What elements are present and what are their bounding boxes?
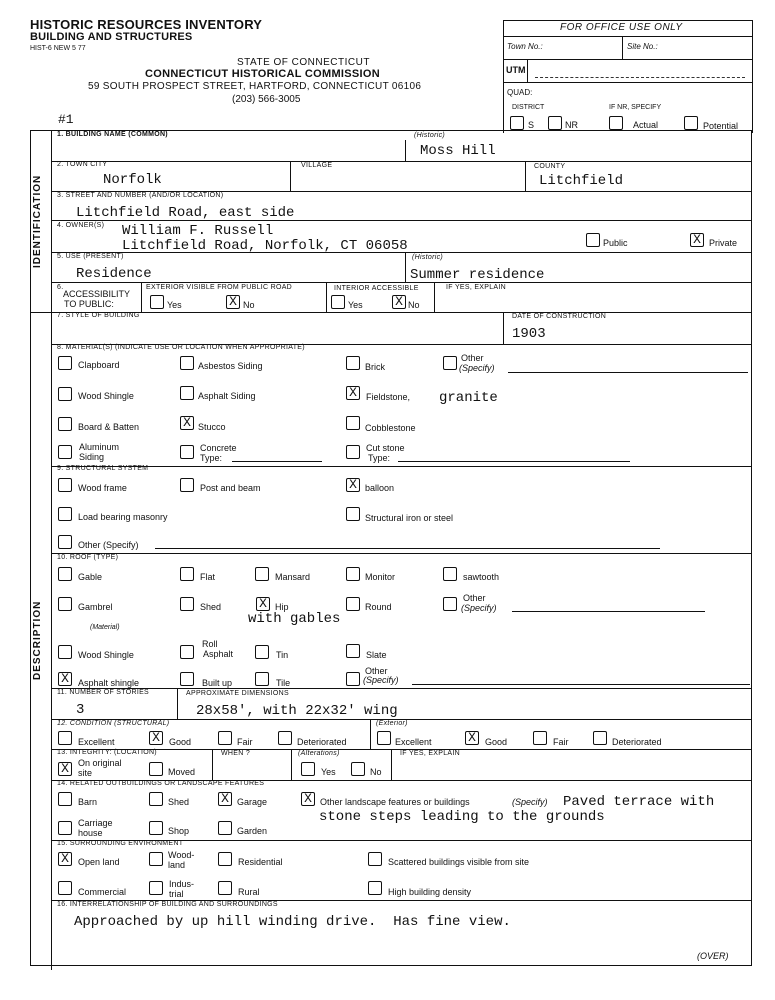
sawtooth-label: sawtooth [463,572,500,582]
carriage-house-checkbox[interactable] [58,821,72,835]
form-subtitle: BUILDING AND STRUCTURES [30,31,193,43]
sawtooth-checkbox[interactable] [443,567,457,581]
aluminum-label-1: Aluminum [79,442,120,452]
town-value[interactable]: Norfolk [103,172,162,188]
description-side-label: DESCRIPTION [32,600,43,680]
cond-struct-good-label: Good [169,737,192,747]
balloon-label: balloon [365,483,395,493]
cond-struct-excellent-label: Excellent [78,737,115,747]
open-land-label: Open land [78,857,120,867]
commission-phone: (203) 566-3005 [232,94,301,105]
if-nr-label: IF NR, SPECIFY [609,104,662,111]
use-historic-value[interactable]: Summer residence [410,267,545,283]
site-no-label: Site No.: [627,42,658,51]
wood-shingle-label: Wood Shingle [78,391,134,401]
exterior-yes-label: Yes [167,300,182,310]
cond-struct-deteriorated-label: Deteriorated [297,737,347,747]
balloon-checkbox[interactable]: X [346,478,360,492]
barn-label: Barn [78,797,98,807]
identification-side-label: IDENTIFICATION [32,174,43,268]
asbestos-label: Asbestos Siding [198,361,263,371]
aluminum-label-2: Siding [79,452,105,462]
cond-struct-excellent-checkbox[interactable] [58,731,72,745]
outbuildings-label: 14. RELATED OUTBUILDINGS OR LANDSCAPE FEATURES [57,780,265,787]
roof-other-label: Other [463,593,486,603]
asphalt-shingle-label: Asphalt shingle [78,678,140,688]
built-up-checkbox[interactable] [180,672,194,686]
roll-asphalt-label-1: Roll [202,639,218,649]
woodland-checkbox[interactable] [149,852,163,866]
barn-checkbox[interactable] [58,792,72,806]
cobblestone-checkbox[interactable] [346,416,360,430]
garage-checkbox[interactable]: X [218,792,232,806]
cond-ext-deteriorated-label: Deteriorated [612,737,662,747]
dimensions-label: APPROXIMATE DIMENSIONS [186,690,289,697]
wood-frame-checkbox[interactable] [58,478,72,492]
date-value[interactable]: 1903 [512,326,546,342]
high-density-checkbox[interactable] [368,881,382,895]
cobblestone-label: Cobblestone [365,423,416,433]
use-label: 5. USE (PRESENT) [57,253,124,260]
state-label: STATE OF CONNECTICUT [237,57,370,68]
cut-stone-label-1: Cut stone [366,443,405,453]
style-label: 7. STYLE OF BUILDING [57,312,140,319]
town-label: 2. TOWN CITY [57,161,108,168]
office-use-title: FOR OFFICE USE ONLY [560,22,683,33]
alteration-yes-label: Yes [321,767,336,777]
private-checkbox[interactable]: X [690,233,704,247]
post-beam-label: Post and beam [200,483,261,493]
district-s-checkbox[interactable] [510,116,524,130]
building-name-label: 1. BUILDING NAME (COMMON) [57,131,168,138]
cond-struct-deteriorated-checkbox[interactable] [278,731,292,745]
clapboard-checkbox[interactable] [58,356,72,370]
cond-ext-fair-label: Fair [553,737,569,747]
over-label: (OVER) [697,951,729,961]
integrity-label: 13. INTEGRITY: (LOCATION) [57,749,157,756]
tin-label: Tin [276,650,289,660]
concrete-label-1: Concrete [200,443,237,453]
brick-label: Brick [365,362,385,372]
dimensions-value[interactable]: 28x58', with 22x32' wing [196,703,398,719]
iron-steel-checkbox[interactable] [346,507,360,521]
open-land-checkbox[interactable]: X [58,852,72,866]
landscape-note-2[interactable]: stone steps leading to the grounds [319,809,605,825]
board-batten-checkbox[interactable] [58,417,72,431]
wood-shingle-checkbox[interactable] [58,387,72,401]
hip-note[interactable]: with gables [248,611,341,627]
stucco-checkbox[interactable]: X [180,416,194,430]
exterior-no-checkbox[interactable]: X [226,295,240,309]
moved-label: Moved [168,767,196,777]
hip-label: Hip [275,602,289,612]
hip-checkbox[interactable]: X [256,597,270,611]
interrelationship-value[interactable]: Approached by up hill winding drive. Has fine view. [74,914,511,930]
roof-other-checkbox[interactable] [443,597,457,611]
commission-address: 59 SOUTH PROSPECT STREET, HARTFORD, CONNECTICUT 06106 [88,81,422,92]
material-specify-label: (Specify) [459,363,495,373]
utm-label: UTM [506,65,526,75]
utm-field [535,63,745,78]
wood-frame-label: Wood frame [78,483,127,493]
cond-ext-excellent-checkbox[interactable] [377,731,391,745]
cond-ext-good-checkbox[interactable]: X [465,731,479,745]
private-label: Private [709,238,738,248]
form-title: HISTORIC RESOURCES INVENTORY [30,17,263,32]
residential-label: Residential [238,857,283,867]
structural-label: 9. STRUCTURAL SYSTEM [57,465,149,472]
round-label: Round [365,602,392,612]
industrial-label-2: trial [169,889,184,899]
material-other-checkbox[interactable] [443,356,457,370]
woodland-label-2: land [168,860,186,870]
cond-struct-fair-label: Fair [237,737,253,747]
town-no-label: Town No.: [507,42,543,51]
public-label: Public [603,238,628,248]
board-batten-label: Board & Batten [78,422,140,432]
woodland-label-1: Wood- [168,850,195,860]
item-number: #1 [58,112,74,127]
roof-specify-label: (Specify) [461,603,497,613]
monitor-checkbox[interactable] [346,567,360,581]
cut-stone-label-2: Type: [368,453,391,463]
stories-value[interactable]: 3 [76,702,85,718]
roof-material-label: (Material) [90,624,120,631]
commercial-checkbox[interactable] [58,881,72,895]
nr-actual-checkbox[interactable] [609,116,623,130]
owner-name[interactable]: William F. Russell [122,223,274,239]
interior-yes-label: Yes [348,300,363,310]
integrity-ifyes-label: IF YES, EXPLAIN [400,750,461,757]
asphalt-siding-label: Asphalt Siding [198,391,256,401]
fieldstone-note[interactable]: granite [439,390,498,406]
owner-label: 4. OWNER(S) [57,222,105,229]
village-label: VILLAGE [301,162,333,169]
district-nr-checkbox[interactable] [548,116,562,130]
round-checkbox[interactable] [346,597,360,611]
interior-accessible-label: INTERIOR ACCESSIBLE [334,285,419,292]
form-id: HIST-6 NEW 5 77 [30,45,86,52]
roof-wood-shingle-label: Wood Shingle [78,650,134,660]
accessibility-label: ACCESSIBILITY [63,289,131,299]
interior-no-checkbox[interactable]: X [392,295,406,309]
high-density-label: High building density [388,887,472,897]
iron-steel-label: Structural iron or steel [365,513,454,523]
other-landscape-specify: (Specify) [512,797,548,807]
landscape-note-1[interactable]: Paved terrace with [563,794,715,810]
stories-label: 11. NUMBER OF STORIES [57,689,150,696]
brick-checkbox[interactable] [346,356,360,370]
clapboard-label: Clapboard [78,360,120,370]
outbuilding-shed-label: Shed [168,797,190,807]
roof-material-specify-label: (Specify) [363,675,399,685]
commission-label: CONNECTICUT HISTORICAL COMMISSION [145,68,380,80]
concrete-label-2: Type: [200,453,223,463]
cond-ext-good-label: Good [485,737,508,747]
monitor-label: Monitor [365,572,396,582]
quad-label: QUAD: [507,88,533,97]
when-label: WHEN ? [221,750,251,757]
to-public-label: TO PUBLIC: [64,299,114,309]
shed-roof-checkbox[interactable] [180,597,194,611]
alteration-no-label: No [370,767,382,777]
asphalt-siding-checkbox[interactable] [180,386,194,400]
exterior-yes-checkbox[interactable] [150,295,164,309]
original-site-label-1: On original [78,758,122,768]
cut-stone-checkbox[interactable] [346,445,360,459]
original-site-checkbox[interactable]: X [58,762,72,776]
fieldstone-label: Fieldstone, [366,392,411,402]
asphalt-shingle-checkbox[interactable]: X [58,672,72,686]
alteration-yes-checkbox[interactable] [301,762,315,776]
owner-address[interactable]: Litchfield Road, Norfolk, CT 06058 [122,238,408,254]
built-up-label: Built up [202,678,233,688]
structural-other-label: Other (Specify) [78,540,139,550]
structural-other-checkbox[interactable] [58,535,72,549]
scattered-buildings-label: Scattered buildings visible from site [388,857,530,867]
asbestos-checkbox[interactable] [180,356,194,370]
scattered-buildings-checkbox[interactable] [368,852,382,866]
gambrel-label: Gambrel [78,602,113,612]
load-bearing-checkbox[interactable] [58,507,72,521]
concrete-checkbox[interactable] [180,445,194,459]
county-value[interactable]: Litchfield [539,173,624,189]
district-nr-label: NR [565,120,578,130]
outbuilding-shed-checkbox[interactable] [149,792,163,806]
street-label: 3. STREET AND NUMBER (AND/OR LOCATION) [57,192,224,199]
mansard-label: Mansard [275,572,311,582]
rural-checkbox[interactable] [218,881,232,895]
cond-ext-fair-checkbox[interactable] [533,731,547,745]
nr-actual-label: Actual [633,120,659,130]
condition-label: 12. CONDITION (STRUCTURAL) [57,720,170,727]
date-label: DATE OF CONSTRUCTION [512,313,607,320]
garden-label: Garden [237,826,268,836]
roof-label: 10. ROOF (TYPE) [57,554,119,561]
rural-label: Rural [238,887,260,897]
shop-label: Shop [168,826,190,836]
flat-label: Flat [200,572,216,582]
historic-name[interactable]: Moss Hill [420,143,496,159]
cond-struct-good-checkbox[interactable]: X [149,731,163,745]
roof-material-other-checkbox[interactable] [346,672,360,686]
mansard-checkbox[interactable] [255,567,269,581]
cond-ext-excellent-label: Excellent [395,737,432,747]
exterior-no-label: No [243,300,255,310]
roll-asphalt-label-2: Asphalt [203,649,234,659]
slate-checkbox[interactable] [346,644,360,658]
materials-label: 8. MATERIAL(S) (INDICATE USE OR LOCATION WHEN APPROPRIATE) [57,344,305,351]
cond-ext-deteriorated-checkbox[interactable] [593,731,607,745]
interior-yes-checkbox[interactable] [331,295,345,309]
shed-roof-label: Shed [200,602,222,612]
tile-label: Tile [276,678,291,688]
fieldstone-checkbox[interactable]: X [346,386,360,400]
alterations-label: (Alterations) [298,750,340,757]
gable-label: Gable [78,572,103,582]
condition-exterior-label: (Exterior) [376,720,408,727]
public-checkbox[interactable] [586,233,600,247]
other-landscape-checkbox[interactable]: X [301,792,315,806]
carriage-house-label-2: house [78,828,103,838]
district-label: DISTRICT [512,104,545,111]
flat-checkbox[interactable] [180,567,194,581]
carriage-house-label-1: Carriage [78,818,113,828]
use-value[interactable]: Residence [76,266,152,282]
gable-checkbox[interactable] [58,567,72,581]
industrial-checkbox[interactable] [149,881,163,895]
interior-no-label: No [408,300,420,310]
use-historic-label: (Historic) [412,254,443,261]
nr-potential-checkbox[interactable] [684,116,698,130]
post-beam-checkbox[interactable] [180,478,194,492]
alteration-no-checkbox[interactable] [351,762,365,776]
moved-checkbox[interactable] [149,762,163,776]
commercial-label: Commercial [78,887,127,897]
roof-material-other-label: Other [365,666,388,676]
exterior-visible-label: EXTERIOR VISIBLE FROM PUBLIC ROAD [146,284,293,291]
gambrel-checkbox[interactable] [58,597,72,611]
access-ifyes-label: IF YES, EXPLAIN [446,284,507,291]
roof-wood-shingle-checkbox[interactable] [58,645,72,659]
original-site-label-2: site [78,768,93,778]
street-value[interactable]: Litchfield Road, east side [76,205,295,221]
roll-asphalt-checkbox[interactable] [180,645,194,659]
slate-label: Slate [366,650,387,660]
garage-label: Garage [237,797,268,807]
environment-label: 15. SURROUNDING ENVIRONMENT [57,840,184,847]
material-other-label: Other [461,353,484,363]
shop-checkbox[interactable] [149,821,163,835]
county-label: COUNTY [534,163,566,170]
access-num: 6. [57,284,64,291]
aluminum-checkbox[interactable] [58,445,72,459]
interrelationship-label: 16. INTERRELATIONSHIP OF BUILDING AND SURROUNDINGS [57,901,278,908]
other-landscape-label: Other landscape features or buildings [320,797,470,807]
stucco-label: Stucco [198,422,226,432]
tin-checkbox[interactable] [255,645,269,659]
historic-label: (Historic) [414,132,445,139]
district-s-label: S [528,120,535,130]
garden-checkbox[interactable] [218,821,232,835]
cond-struct-fair-checkbox[interactable] [218,731,232,745]
load-bearing-label: Load bearing masonry [78,512,168,522]
industrial-label-1: Indus- [169,879,195,889]
residential-checkbox[interactable] [218,852,232,866]
nr-potential-label: Potential [703,121,739,131]
tile-checkbox[interactable] [255,672,269,686]
